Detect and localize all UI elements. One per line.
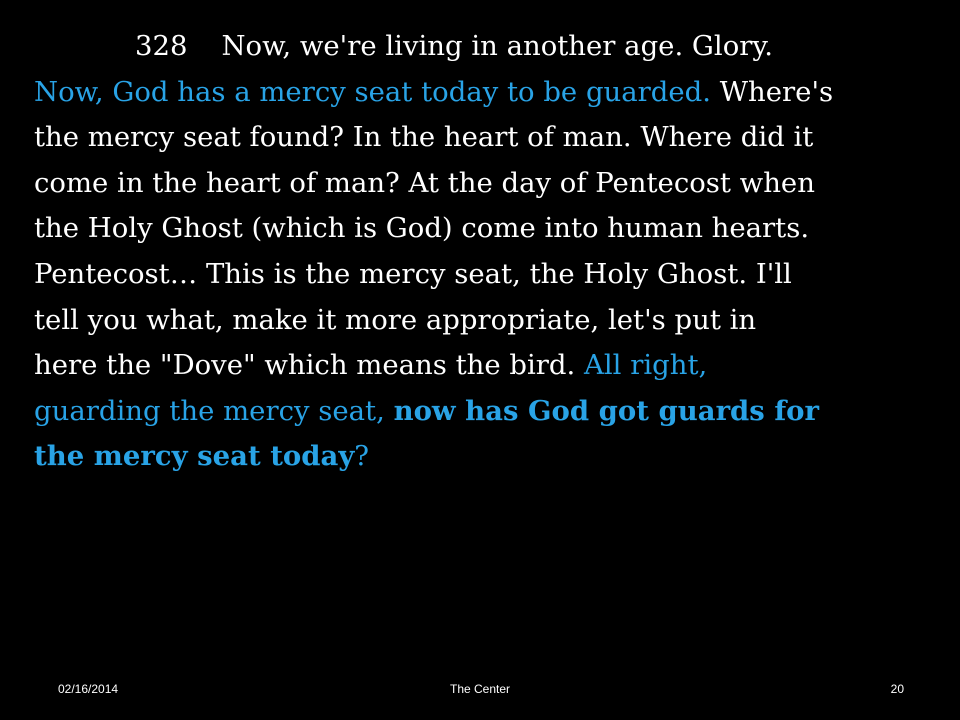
text-line-7 [34,298,934,344]
text-segment: Now, we're living in another age. Glory. [221,30,774,62]
text-segment: here the "Dove" which means the bird. [34,349,584,382]
text-line-2 [34,70,934,116]
slide-body-text [34,24,934,480]
footer-title: The Center [449,682,511,696]
text-line-6 [34,252,934,298]
text-segment: guarding the mercy seat, [34,394,394,427]
text-segment: come in the heart of man? At the day of Pentecost when [34,166,815,199]
paragraph-number: 328 [134,30,188,62]
footer-date: 02/16/2014 [58,682,119,696]
footer-page-number: 20 [890,682,904,696]
text-line-4 [34,161,934,207]
text-line-3 [34,115,934,161]
text-line-9 [34,389,934,435]
text-segment: the mercy seat today [34,440,355,473]
text-segment: Pentecost… This is the mercy seat, the Holy Ghost. I'll [34,257,792,290]
text-segment: tell you what, make it more appropriate, let's put in [34,303,757,336]
text-line-5 [34,206,934,252]
text-line-10 [34,434,934,480]
text-line-8 [34,343,934,389]
text-segment: All right, [584,349,708,382]
text-segment: Where's [719,75,834,108]
text-line-1 [34,24,874,70]
text-segment: the Holy Ghost (which is God) come into human hearts. [34,212,810,245]
text-segment: ? [354,440,370,473]
text-segment: the mercy seat found? In the heart of man. Where did it [34,121,814,154]
text-segment: now has God got guards for [393,394,819,427]
text-segment: Now, God has a mercy seat today to be guarded. [34,75,720,108]
